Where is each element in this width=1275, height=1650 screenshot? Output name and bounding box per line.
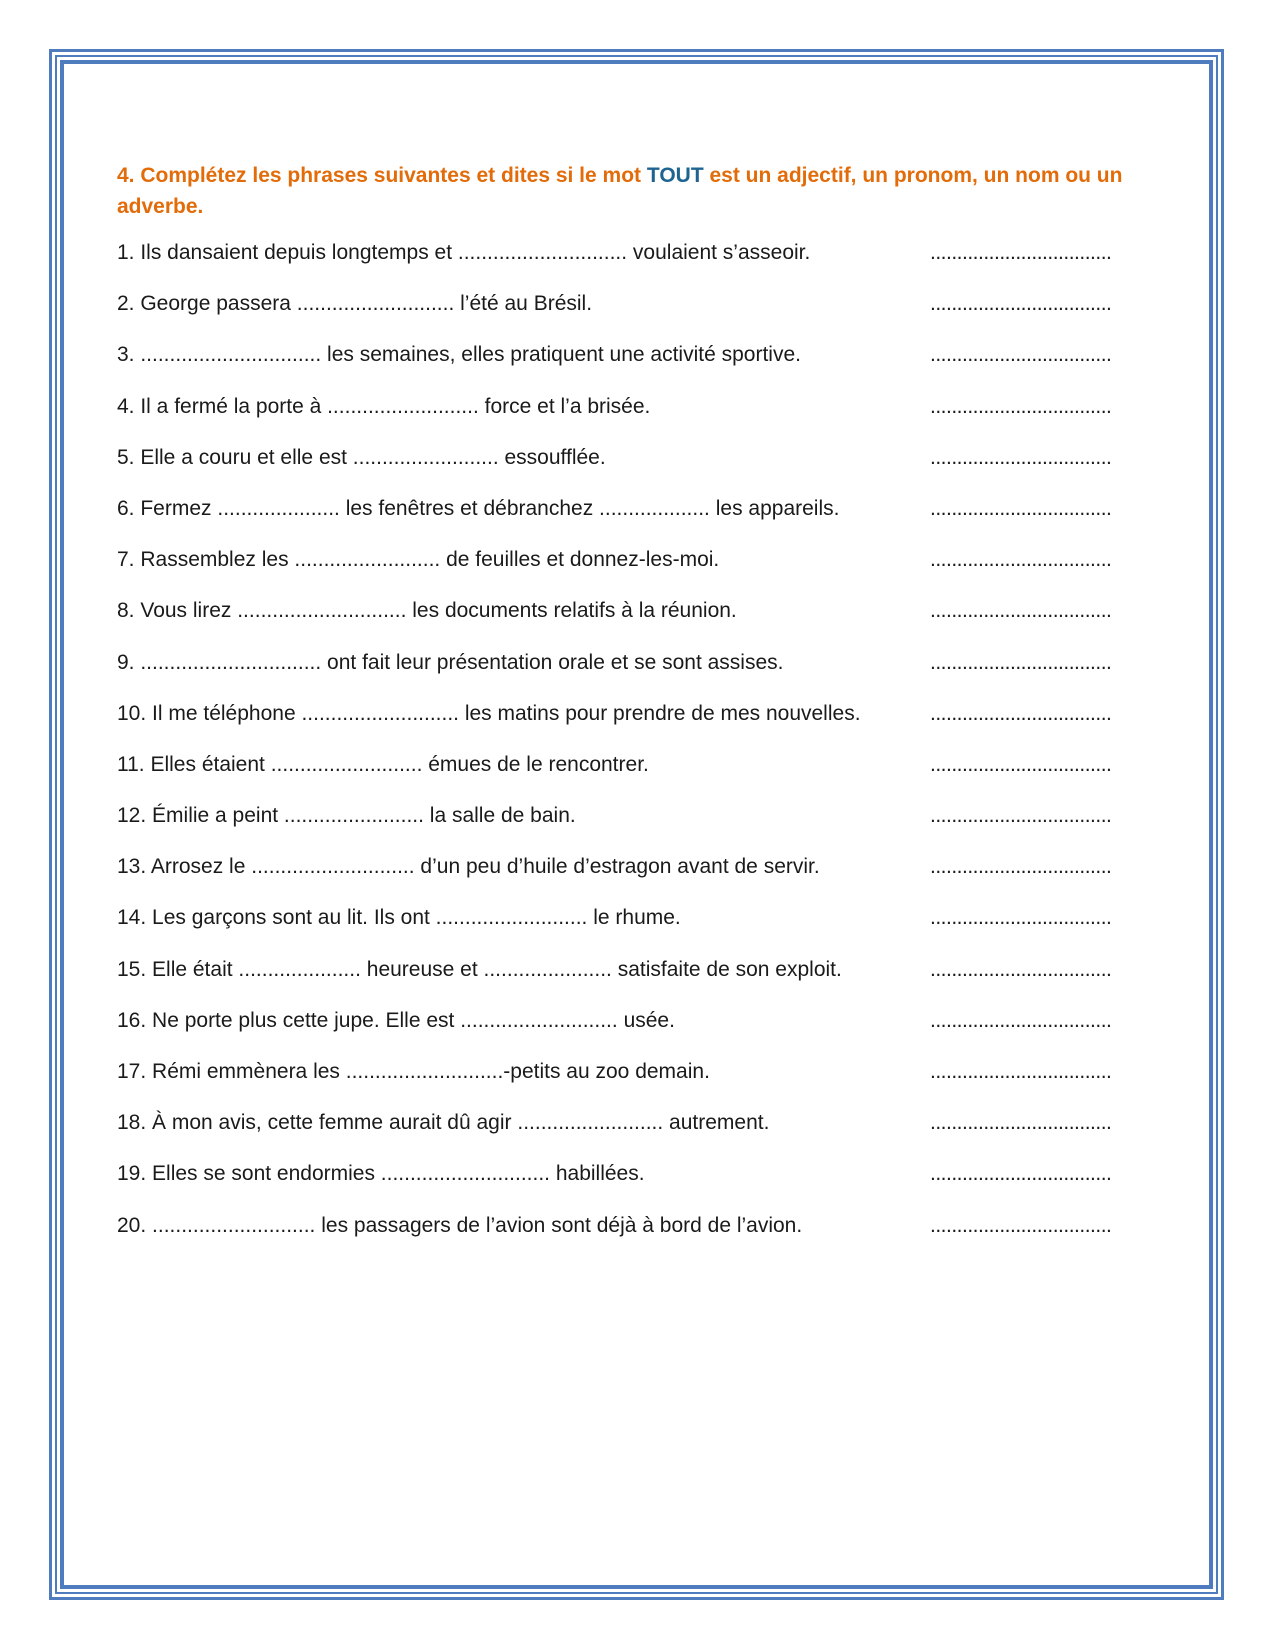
exercise-item: [117, 1109, 1157, 1160]
answer-blank[interactable]: ..................................: [930, 650, 1112, 674]
worksheet: [117, 160, 1157, 1263]
answer-blank[interactable]: ..................................: [930, 394, 1112, 418]
exercise-item: [117, 1058, 1157, 1109]
exercise-sentence[interactable]: 1. Ils dansaient depuis longtemps et ............................. voulaient s’asseoir.: [117, 241, 811, 264]
exercise-sentence[interactable]: 12. Émilie a peint ........................ la salle de bain.: [117, 804, 576, 828]
answer-blank[interactable]: ..................................: [930, 804, 1112, 828]
exercise-sentence[interactable]: 16. Ne porte plus cette jupe. Elle est ........................... usée.: [117, 1008, 675, 1032]
answer-blank[interactable]: ..................................: [930, 855, 1112, 879]
instruction-end: est un adjectif, un pronom, un nom ou un adverbe.: [117, 164, 1123, 218]
exercise-item: [117, 444, 1157, 495]
answer-blank[interactable]: ..................................: [930, 1111, 1112, 1135]
exercise-sentence[interactable]: 7. Rassemblez les ......................... de feuilles et donnez-les-moi.: [117, 548, 720, 572]
exercise-item: [117, 649, 1157, 700]
answer-blank[interactable]: ..................................: [930, 343, 1112, 367]
exercise-sentence[interactable]: 13. Arrosez le ............................ d’un peu d’huile d’estragon avant de servir.: [117, 855, 820, 879]
exercise-sentence[interactable]: 5. Elle a couru et elle est ......................... essoufflée.: [117, 445, 606, 469]
exercise-sentence[interactable]: 6. Fermez ..................... les fenêtres et débranchez ................... les appareils.: [117, 496, 840, 520]
exercise-sentence[interactable]: 9. ............................... ont fait leur présentation orale et se sont assises.: [117, 650, 784, 674]
exercise-sentence[interactable]: 15. Elle était ..................... heureuse et ...................... satisfaite de son exploit.: [117, 957, 842, 981]
answer-blank[interactable]: ..................................: [930, 752, 1112, 776]
exercise-sentence[interactable]: 20. ............................ les passagers de l’avion sont déjà à bord de l’avion.: [117, 1213, 803, 1237]
answer-blank[interactable]: ..................................: [930, 1213, 1112, 1237]
exercise-sentence[interactable]: 19. Elles se sont endormies ............................. habillées.: [117, 1162, 645, 1186]
exercise-item: [117, 1212, 1157, 1263]
answer-blank[interactable]: ..................................: [930, 445, 1112, 469]
answer-blank[interactable]: ..................................: [930, 906, 1112, 930]
exercise-sentence[interactable]: 11. Elles étaient .......................... émues de le rencontrer.: [117, 752, 649, 776]
answer-blank[interactable]: ..................................: [930, 957, 1112, 981]
answer-blank[interactable]: ..................................: [930, 496, 1112, 520]
exercise-sentence[interactable]: 10. Il me téléphone ........................... les matins pour prendre de mes nouvelles.: [117, 701, 861, 725]
exercise-sentence[interactable]: 4. Il a fermé la porte à .......................... force et l’a brisée.: [117, 394, 651, 418]
exercise-sentence[interactable]: 8. Vous lirez ............................. les documents relatifs à la réunion.: [117, 599, 737, 623]
instruction-start: 4. Complétez les phrases suivantes et dites si le mot: [117, 164, 647, 187]
answer-blank[interactable]: ..................................: [930, 548, 1112, 572]
exercise-list: [117, 239, 1157, 1263]
exercise-item: [117, 393, 1157, 444]
exercise-item: [117, 546, 1157, 597]
exercise-item: [117, 341, 1157, 392]
exercise-item: [117, 239, 1157, 290]
answer-blank[interactable]: ..................................: [930, 1060, 1112, 1083]
answer-blank[interactable]: ..................................: [930, 1008, 1112, 1032]
exercise-item: [117, 904, 1157, 955]
answer-blank[interactable]: ..................................: [930, 241, 1112, 264]
exercise-instruction: [117, 160, 1157, 222]
exercise-item: [117, 700, 1157, 751]
exercise-item: [117, 802, 1157, 853]
exercise-item: [117, 853, 1157, 904]
answer-blank[interactable]: ..................................: [930, 1162, 1112, 1186]
exercise-item: [117, 956, 1157, 1007]
exercise-sentence[interactable]: 18. À mon avis, cette femme aurait dû agir ......................... autrement.: [117, 1111, 770, 1135]
exercise-sentence[interactable]: 3. ............................... les semaines, elles pratiquent une activité sportive.: [117, 343, 801, 367]
answer-blank[interactable]: ..................................: [930, 292, 1112, 316]
exercise-sentence[interactable]: 17. Rémi emmènera les ...........................-petits au zoo demain.: [117, 1060, 710, 1083]
exercise-item: [117, 751, 1157, 802]
instruction-keyword: TOUT: [646, 164, 704, 187]
answer-blank[interactable]: ..................................: [930, 701, 1112, 725]
exercise-item: [117, 1007, 1157, 1058]
exercise-item: [117, 1160, 1157, 1211]
exercise-item: [117, 597, 1157, 648]
exercise-item: [117, 290, 1157, 341]
exercise-item: [117, 495, 1157, 546]
answer-blank[interactable]: ..................................: [930, 599, 1112, 623]
exercise-sentence[interactable]: 2. George passera ........................... l’été au Brésil.: [117, 292, 593, 316]
exercise-sentence[interactable]: 14. Les garçons sont au lit. Ils ont .......................... le rhume.: [117, 906, 681, 930]
